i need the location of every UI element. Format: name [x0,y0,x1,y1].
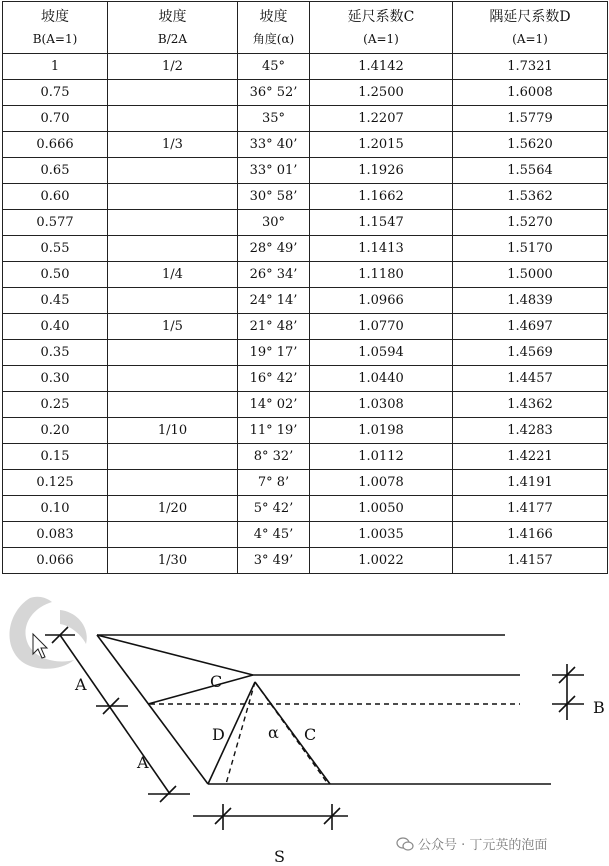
label-s: S [274,847,285,866]
slope-ratio-cell: 0.083 [3,522,108,548]
slope-fraction-cell: 1/5 [108,314,238,340]
slope-angle-cell: 14° 02’ [238,392,310,418]
slope-ratio-cell: 0.35 [3,340,108,366]
extension-coefficient-cell: 1.2015 [310,132,453,158]
slope-angle-cell: 33° 01’ [238,158,310,184]
extension-coefficient-cell: 1.1547 [310,210,453,236]
extension-coefficient-cell: 1.2500 [310,80,453,106]
slope-angle-cell: 45° [238,54,310,80]
table-row [3,158,608,184]
slope-fraction-cell [108,392,238,418]
slope-fraction-cell: 1/30 [108,548,238,574]
extension-coefficient-cell: 1.0078 [310,470,453,496]
table-row [3,54,608,80]
extension-coefficient-cell: 1.0035 [310,522,453,548]
slope-fraction-cell [108,366,238,392]
extension-coefficient-cell: 1.4142 [310,54,453,80]
dashed-left-ridge [226,682,255,784]
slope-fraction-cell [108,106,238,132]
hip-extension-coefficient-cell: 1.5000 [453,262,608,288]
hip-extension-coefficient-cell: 1.4283 [453,418,608,444]
hip-extension-coefficient-cell: 1.4457 [453,366,608,392]
slope-fraction-cell: 1/3 [108,132,238,158]
hip-extension-coefficient-cell: 1.7321 [453,54,608,80]
slope-ratio-cell: 0.066 [3,548,108,574]
slope-fraction-cell [108,288,238,314]
watermark: 公众号 · 丁元英的泡面 [396,834,547,853]
slope-ratio-cell: 0.40 [3,314,108,340]
slope-angle-cell: 8° 32’ [238,444,310,470]
slope-fraction-cell [108,470,238,496]
header-slope-fraction: 坡度 B/2A [108,2,238,54]
extension-coefficient-cell: 1.0440 [310,366,453,392]
extension-coefficient-cell: 1.0198 [310,418,453,444]
slope-coefficient-table [2,1,608,574]
hip-rafter-diagram [0,580,609,866]
hip-extension-coefficient-cell: 1.5620 [453,132,608,158]
hip-extension-coefficient-cell: 1.4166 [453,522,608,548]
slope-angle-cell: 30° [238,210,310,236]
extension-coefficient-cell: 1.0594 [310,340,453,366]
table-row [3,80,608,106]
hip-extension-coefficient-cell: 1.5779 [453,106,608,132]
slope-fraction-cell: 1/10 [108,418,238,444]
slope-ratio-cell: 1 [3,54,108,80]
hip-extension-coefficient-cell: 1.6008 [453,80,608,106]
hip-extension-coefficient-cell: 1.4177 [453,496,608,522]
table-row [3,262,608,288]
slope-ratio-cell: 0.25 [3,392,108,418]
table-row [3,548,608,574]
slope-angle-cell: 7° 8’ [238,470,310,496]
slope-angle-cell: 26° 34’ [238,262,310,288]
wechat-icon [396,837,414,851]
table-row [3,444,608,470]
table-row [3,288,608,314]
rafter-c-lower [148,675,253,704]
extension-coefficient-cell: 1.0308 [310,392,453,418]
slope-ratio-cell: 0.50 [3,262,108,288]
slope-ratio-cell: 0.55 [3,236,108,262]
slope-angle-cell: 30° 58’ [238,184,310,210]
slope-angle-cell: 36° 52’ [238,80,310,106]
hip-extension-coefficient-cell: 1.4362 [453,392,608,418]
hip-extension-coefficient-cell: 1.4221 [453,444,608,470]
label-alpha: α [268,723,279,742]
label-d: D [212,725,225,744]
slope-ratio-cell: 0.10 [3,496,108,522]
extension-coefficient-cell: 1.0112 [310,444,453,470]
header-slope-angle: 坡度 角度(α) [238,2,310,54]
slope-ratio-cell: 0.577 [3,210,108,236]
label-a-lower: A [137,753,149,772]
slope-fraction-cell: 1/4 [108,262,238,288]
extension-coefficient-cell: 1.0966 [310,288,453,314]
table-row [3,210,608,236]
slope-ratio-cell: 0.30 [3,366,108,392]
hip-extension-coefficient-cell: 1.4697 [453,314,608,340]
table-row [3,470,608,496]
rafter-diagonal [97,635,208,784]
extension-coefficient-cell: 1.1413 [310,236,453,262]
slope-ratio-cell: 0.60 [3,184,108,210]
table-row [3,496,608,522]
hip-extension-coefficient-cell: 1.5362 [453,184,608,210]
table-row [3,340,608,366]
extension-coefficient-cell: 1.0050 [310,496,453,522]
extension-coefficient-cell: 1.1180 [310,262,453,288]
label-b: B [593,698,605,717]
extension-coefficient-cell: 1.2207 [310,106,453,132]
label-c-upper: C [210,672,223,691]
slope-angle-cell: 4° 45’ [238,522,310,548]
table-row [3,392,608,418]
hip-extension-coefficient-cell: 1.5564 [453,158,608,184]
hip-extension-coefficient-cell: 1.4569 [453,340,608,366]
slope-fraction-cell [108,184,238,210]
slope-fraction-cell [108,522,238,548]
hip-extension-coefficient-cell: 1.5270 [453,210,608,236]
slope-fraction-cell [108,340,238,366]
slope-fraction-cell [108,210,238,236]
slope-ratio-cell: 0.65 [3,158,108,184]
slope-ratio-cell: 0.15 [3,444,108,470]
slope-fraction-cell: 1/20 [108,496,238,522]
label-c-right: C [304,725,317,744]
slope-angle-cell: 21° 48’ [238,314,310,340]
extension-coefficient-cell: 1.0770 [310,314,453,340]
slope-angle-cell: 3° 49’ [238,548,310,574]
slope-fraction-cell [108,80,238,106]
header-extension-coefficient: 延尺系数C (A=1) [310,2,453,54]
hip-extension-coefficient-cell: 1.4191 [453,470,608,496]
slope-angle-cell: 16° 42’ [238,366,310,392]
label-a-upper: A [75,675,87,694]
table-row [3,418,608,444]
slope-angle-cell: 19° 17’ [238,340,310,366]
extension-coefficient-cell: 1.1662 [310,184,453,210]
slope-ratio-cell: 0.20 [3,418,108,444]
table-row [3,314,608,340]
hip-extension-coefficient-cell: 1.5170 [453,236,608,262]
header-slope-ratio: 坡度 B(A=1) [3,2,108,54]
slope-angle-cell: 35° [238,106,310,132]
slope-ratio-cell: 0.125 [3,470,108,496]
table-row [3,106,608,132]
dashed-right-ridge [255,682,328,784]
slope-fraction-cell: 1/2 [108,54,238,80]
slope-ratio-cell: 0.70 [3,106,108,132]
slope-angle-cell: 28° 49’ [238,236,310,262]
table-row [3,366,608,392]
slope-angle-cell: 5° 42’ [238,496,310,522]
table-row [3,132,608,158]
header-hip-extension-coefficient: 隅延尺系数D (A=1) [453,2,608,54]
slope-angle-cell: 24° 14’ [238,288,310,314]
extension-coefficient-cell: 1.1926 [310,158,453,184]
slope-angle-cell: 11° 19’ [238,418,310,444]
slope-ratio-cell: 0.75 [3,80,108,106]
slope-angle-cell: 33° 40’ [238,132,310,158]
hip-extension-coefficient-cell: 1.4157 [453,548,608,574]
slope-ratio-cell: 0.666 [3,132,108,158]
slope-fraction-cell [108,444,238,470]
slope-fraction-cell [108,236,238,262]
table-header-row [3,2,608,54]
extension-coefficient-cell: 1.0022 [310,548,453,574]
table-row [3,236,608,262]
hip-extension-coefficient-cell: 1.4839 [453,288,608,314]
table-row [3,522,608,548]
slope-fraction-cell [108,158,238,184]
rafter-c-upper [97,635,253,675]
slope-ratio-cell: 0.45 [3,288,108,314]
table-row [3,184,608,210]
